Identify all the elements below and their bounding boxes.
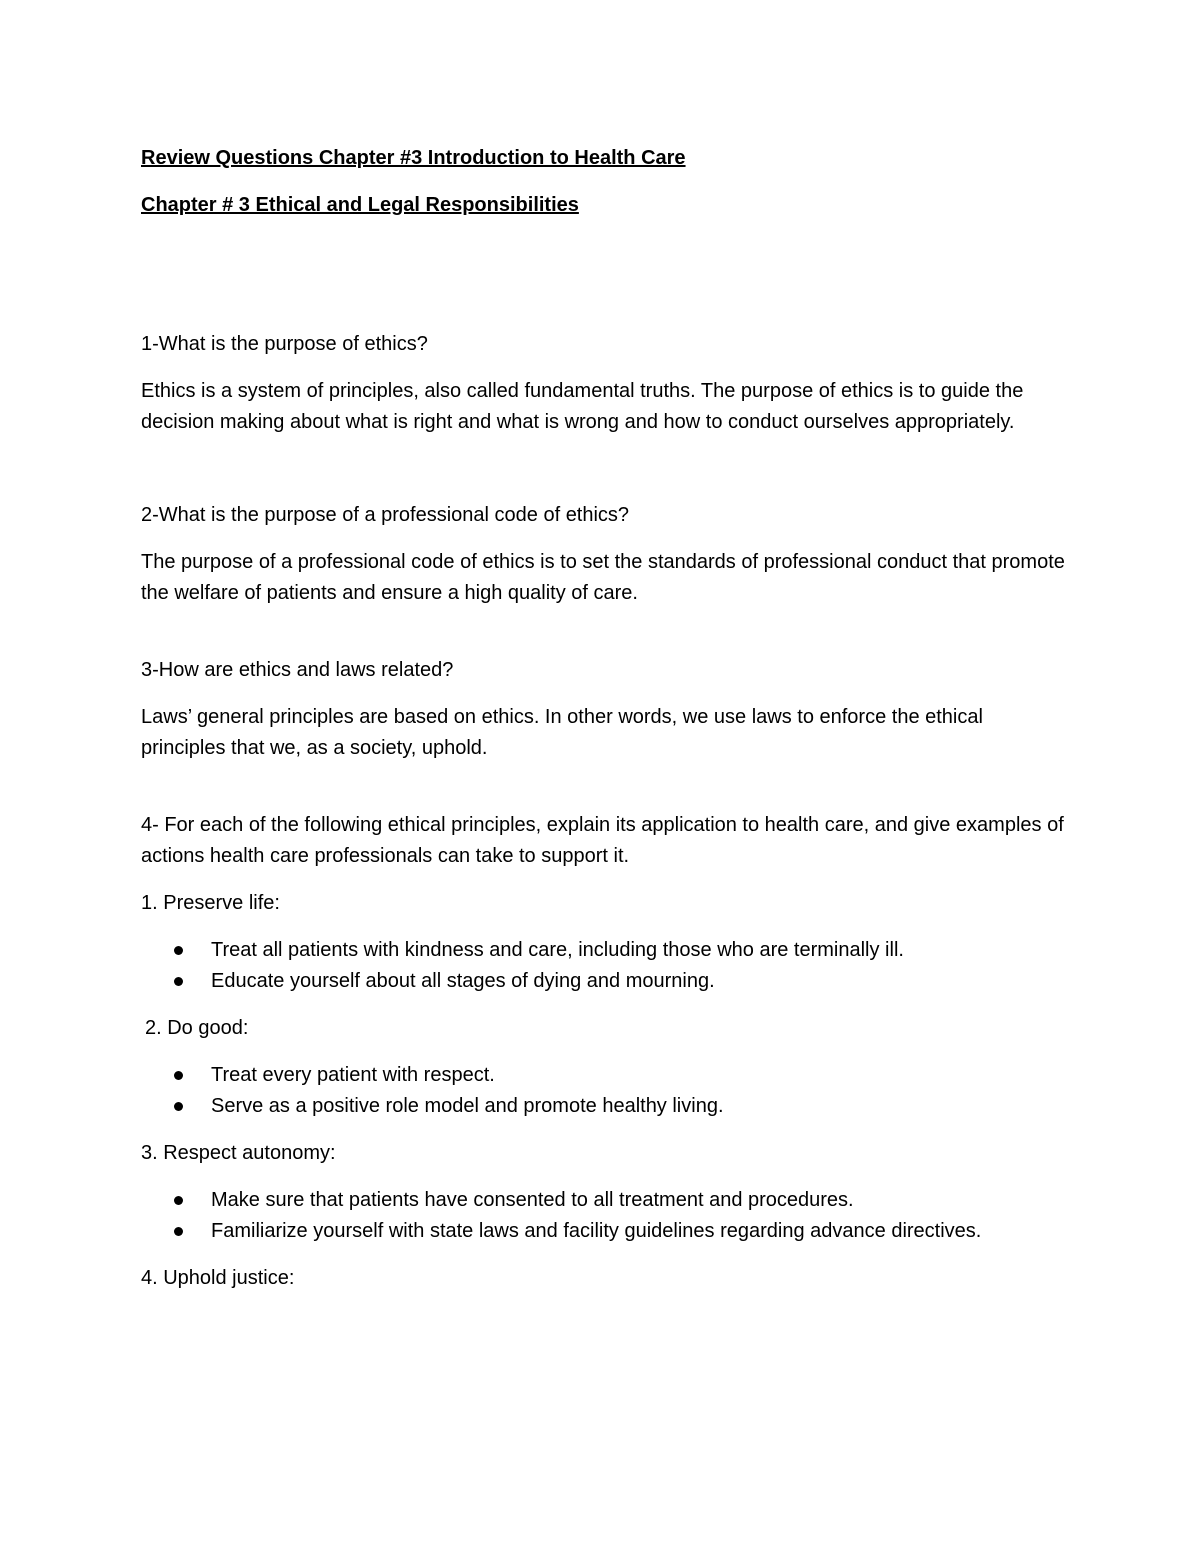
principle-do-good: 2. Do good: — [145, 1017, 249, 1039]
list-item-text: Treat every patient with respect. — [211, 1064, 495, 1086]
list-item-text: Treat all patients with kindness and care, including those who are terminally ill. — [211, 939, 904, 961]
principle-3-list — [141, 1185, 1071, 1247]
question-4: 4- For each of the following ethical principles, explain its application to health care, and give examples of actions health care professionals can take to support it. — [141, 814, 1064, 867]
principle-respect-autonomy: 3. Respect autonomy: — [141, 1142, 336, 1164]
list-item-text: Familiarize yourself with state laws and facility guidelines regarding advance directives. — [211, 1220, 982, 1242]
bullet-icon — [174, 977, 183, 986]
question-2: 2-What is the purpose of a professional code of ethics? — [141, 504, 630, 526]
bullet-icon — [174, 1071, 183, 1080]
answer-2: The purpose of a professional code of ethics is to set the standards of professional conduct that promote the welfare of patients and ensure a high quality of care. — [141, 551, 1065, 604]
document-title: Review Questions Chapter #3 Introduction to Health Care — [141, 147, 686, 169]
bullet-icon — [174, 946, 183, 955]
list-item-text: Educate yourself about all stages of dying and mourning. — [211, 970, 715, 992]
list-item — [141, 935, 1071, 966]
question-3: 3-How are ethics and laws related? — [141, 659, 454, 681]
list-item — [141, 1060, 1071, 1091]
bullet-icon — [174, 1196, 183, 1205]
principle-1-list — [141, 935, 1071, 997]
answer-3: Laws’ general principles are based on ethics. In other words, we use laws to enforce the ethical principles that we, as a society, uphold. — [141, 706, 983, 759]
list-item-text: Serve as a positive role model and promote healthy living. — [211, 1095, 724, 1117]
principle-preserve-life: 1. Preserve life: — [141, 892, 280, 914]
list-item — [141, 1091, 1071, 1122]
list-item — [141, 1185, 1071, 1216]
question-1: 1-What is the purpose of ethics? — [141, 333, 428, 355]
bullet-icon — [174, 1227, 183, 1236]
answer-1: Ethics is a system of principles, also called fundamental truths. The purpose of ethics is to guide the decision making about what is right and what is wrong and how to conduct ourselves appropriately. — [141, 380, 1024, 433]
document-body — [141, 143, 1071, 1294]
principle-2-list — [141, 1060, 1071, 1122]
list-item — [141, 966, 1071, 997]
list-item — [141, 1216, 1071, 1247]
bullet-icon — [174, 1102, 183, 1111]
principle-uphold-justice: 4. Uphold justice: — [141, 1267, 295, 1289]
list-item-text: Make sure that patients have consented to all treatment and procedures. — [211, 1189, 854, 1211]
document-subtitle: Chapter # 3 Ethical and Legal Responsibilities — [141, 194, 579, 216]
